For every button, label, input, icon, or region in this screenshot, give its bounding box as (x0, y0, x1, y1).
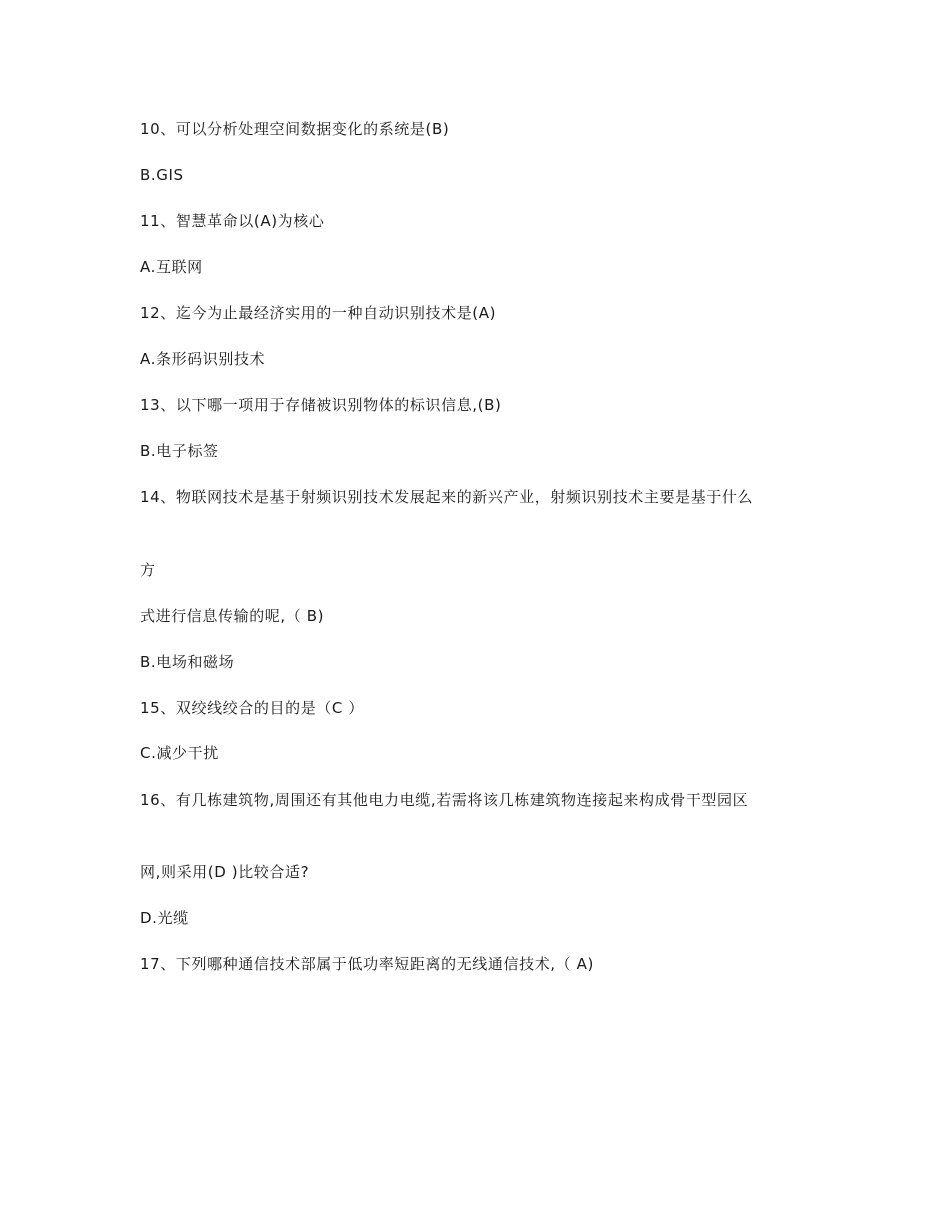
answer-13: B.电子标签 (140, 442, 219, 460)
question-16: 16、有几栋建筑物,周围还有其他电力电缆,若需将该几栋建筑物连接起来构成骨干型园区 (140, 791, 749, 809)
question-14-continued: 方 (140, 561, 156, 579)
question-15: 15、双绞线绞合的目的是（C ） (140, 699, 364, 717)
answer-15: C.减少干扰 (140, 744, 219, 762)
answer-10: B.GIS (140, 166, 184, 184)
question-10: 10、可以分析处理空间数据变化的系统是(B) (140, 120, 450, 138)
answer-12: A.条形码识别技术 (140, 350, 266, 368)
answer-11: A.互联网 (140, 258, 203, 276)
question-12: 12、迄今为止最经济实用的一种自动识别技术是(A) (140, 304, 497, 322)
question-13: 13、以下哪一项用于存储被识别物体的标识信息,(B) (140, 396, 502, 414)
question-17: 17、下列哪种通信技术部属于低功率短距离的无线通信技术,（ A) (140, 955, 594, 973)
question-11: 11、智慧革命以(A)为核心 (140, 212, 325, 230)
question-14-end: 式进行信息传输的呢,（ B) (140, 607, 325, 625)
answer-16: D.光缆 (140, 909, 189, 927)
answer-14: B.电场和磁场 (140, 653, 235, 671)
question-16-end: 网,则采用(D )比较合适? (140, 863, 310, 881)
question-14: 14、物联网技术是基于射频识别技术发展起来的新兴产业，射频识别技术主要是基于什么 (140, 488, 754, 506)
